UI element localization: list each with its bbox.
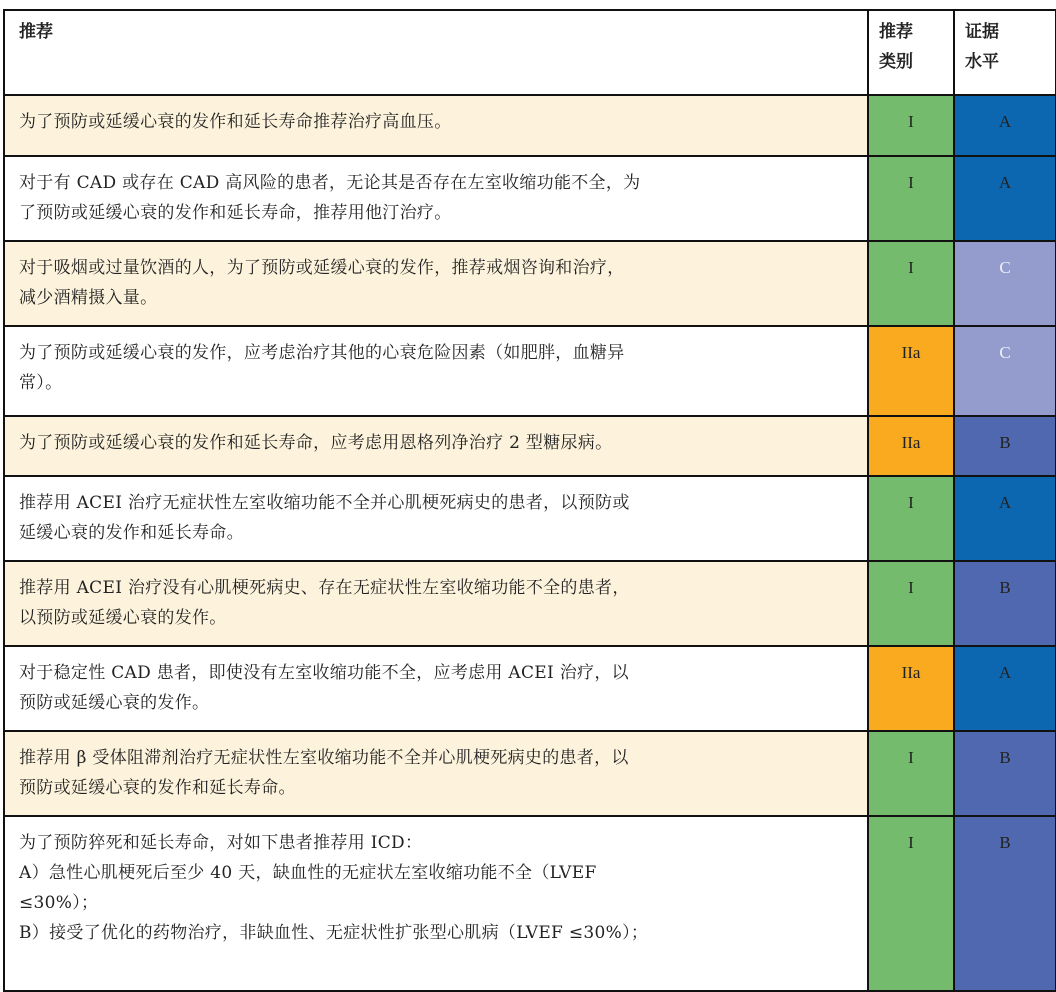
evidence-level-badge: A <box>954 156 1056 241</box>
class-badge: I <box>868 95 954 156</box>
text-line: A）急性心肌梗死后至少 40 天，缺血性的无症状左室收缩功能不全（LVEF <box>19 863 597 883</box>
table-row <box>4 561 1056 646</box>
evidence-level-badge: A <box>954 95 1056 156</box>
recommendation-text <box>4 156 868 241</box>
class-badge: IIa <box>868 646 954 731</box>
evidence-level-badge: C <box>954 326 1056 416</box>
evidence-level-badge: B <box>954 416 1056 476</box>
recommendation-text <box>4 816 868 991</box>
text-line: 为了预防或延缓心衰的发作和延长寿命推荐治疗高血压。 <box>19 112 452 132</box>
table-row <box>4 731 1056 816</box>
text-line: 为了预防或延缓心衰的发作和延长寿命，应考虑用恩格列净治疗 2 型糖尿病。 <box>19 433 613 453</box>
recommendation-text <box>4 241 868 326</box>
class-badge: IIa <box>868 326 954 416</box>
table-row <box>4 416 1056 476</box>
table-row <box>4 95 1056 156</box>
text-line: 延缓心衰的发作和延长寿命。 <box>19 523 244 543</box>
table-row <box>4 326 1056 416</box>
recommendation-text <box>4 561 868 646</box>
recommendation-text <box>4 646 868 731</box>
header-level: 证据 水平 <box>954 10 1056 95</box>
evidence-level-badge: B <box>954 731 1056 816</box>
text-line: 以预防或延缓心衰的发作。 <box>19 608 227 628</box>
table-row <box>4 646 1056 731</box>
evidence-level-badge: A <box>954 646 1056 731</box>
text-line: 预防或延缓心衰的发作。 <box>19 693 210 713</box>
evidence-level-badge: B <box>954 816 1056 991</box>
text-line: 对于有 CAD 或存在 CAD 高风险的患者，无论其是否存在左室收缩功能不全，为 <box>19 173 641 193</box>
text-line: 推荐用 β 受体阻滞剂治疗无症状性左室收缩功能不全并心肌梗死病史的患者，以 <box>19 748 629 768</box>
table-header-row <box>4 10 1056 95</box>
text-line: 为了预防猝死和延长寿命，对如下患者推荐用 ICD： <box>19 833 423 853</box>
header-class: 推荐 类别 <box>868 10 954 95</box>
header-recommendation: 推荐 <box>4 10 868 95</box>
evidence-level-badge: A <box>954 476 1056 561</box>
recommendation-text <box>4 326 868 416</box>
evidence-level-badge: C <box>954 241 1056 326</box>
evidence-level-badge: B <box>954 561 1056 646</box>
class-badge: I <box>868 241 954 326</box>
table-row <box>4 156 1056 241</box>
recommendation-text <box>4 476 868 561</box>
class-badge: I <box>868 731 954 816</box>
recommendation-text <box>4 95 868 156</box>
text-line: 了预防或延缓心衰的发作和延长寿命，推荐用他汀治疗。 <box>19 203 452 223</box>
text-line: 对于稳定性 CAD 患者，即使没有左室收缩功能不全，应考虑用 ACEI 治疗，以 <box>19 663 629 683</box>
text-line: 预防或延缓心衰的发作和延长寿命。 <box>19 778 296 798</box>
text-line: ≤30%）； <box>19 893 99 913</box>
text-line: 为了预防或延缓心衰的发作，应考虑治疗其他的心衰危险因素（如肥胖，血糖异 <box>19 343 625 363</box>
table-row <box>4 816 1056 991</box>
text-line: B）接受了优化的药物治疗，非缺血性、无症状性扩张型心肌病（LVEF ≤30%）； <box>19 923 649 943</box>
text-line: 减少酒精摄入量。 <box>19 288 158 308</box>
recommendation-text <box>4 731 868 816</box>
table-row <box>4 476 1056 561</box>
recommendation-text <box>4 416 868 476</box>
text-line: 推荐用 ACEI 治疗没有心肌梗死病史、存在无症状性左室收缩功能不全的患者， <box>19 578 630 598</box>
class-badge: I <box>868 476 954 561</box>
class-badge: I <box>868 156 954 241</box>
text-line: 对于吸烟或过量饮酒的人，为了预防或延缓心衰的发作，推荐戒烟咨询和治疗， <box>19 258 625 278</box>
recommendation-table <box>3 9 1056 992</box>
text-line: 常）。 <box>19 373 63 393</box>
class-badge: I <box>868 561 954 646</box>
class-badge: I <box>868 816 954 991</box>
table-row <box>4 241 1056 326</box>
class-badge: IIa <box>868 416 954 476</box>
text-line: 推荐用 ACEI 治疗无症状性左室收缩功能不全并心肌梗死病史的患者，以预防或 <box>19 493 630 513</box>
